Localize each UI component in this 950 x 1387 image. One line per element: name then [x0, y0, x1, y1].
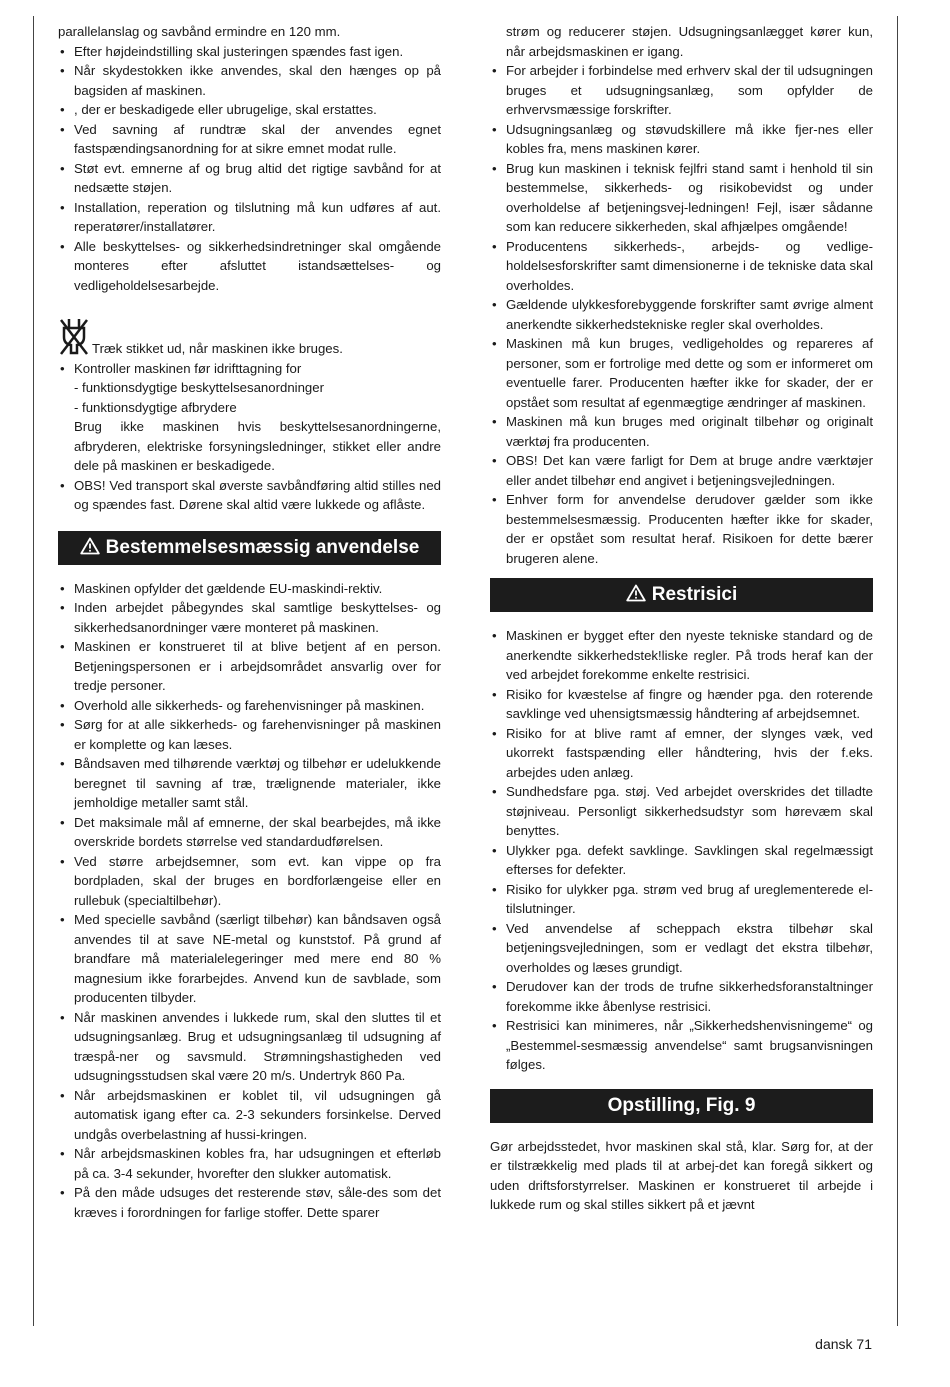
list-item: • Risiko for ulykker pga. strøm ved brug af ureglementerede el-tilslutninger.: [490, 880, 873, 919]
list-item: • Det maksimale mål af emnerne, der skal bearbejdes, må ikke overskride bordets størrelse ved standardudførelsen.: [58, 813, 441, 852]
list-item: • For arbejder i forbindelse med erhverv skal der til udsugningen bruges et udsugningsanlæg, som opfylder de erhvervsmæssige forskrifter.: [490, 61, 873, 120]
list-item: • Efter højdeindstilling skal justeringen spændes fast igen.: [58, 42, 441, 62]
unplug-text: Træk stikket ud, når maskinen ikke bruges.: [92, 341, 343, 356]
section-heading-text: Opstilling, Fig. 9: [607, 1094, 756, 1116]
unplug-note: [58, 317, 441, 359]
list-item: • Udsugningsanlæg og støvudskillere må ikke fjer-nes eller kobles fra, mens maskinen kører.: [490, 120, 873, 159]
list-item: • Maskinen er konstrueret til at blive betjent af en person. Betjeningspersonen er i arbejdsområdet ansvarlig over for tredje personer.: [58, 637, 441, 696]
left-intro-text: parallelanslag og savbånd ermindre en 120 mm.: [58, 24, 341, 39]
list-item: • Producentens sikkerheds-, arbejds- og vedlige-holdelsesforskrifter samt dimensionerne i de tekniske data skal overholdes.: [490, 237, 873, 296]
residual-risks-list: [490, 626, 873, 1075]
list-item: • Med specielle savbånd (særligt tilbehør) kan båndsaven også anvendes til at save NE-metal og kunststof. På grund af brandfare må materialelegeringer med mere end 80 % magnesium ikke forarbejdes. Anvend kun de savblade, som producenten tilbyder.: [58, 910, 441, 1008]
list-item: • Når maskinen anvendes i lukkede rum, skal den sluttes til et udsugningsanlæg. Brug et udsugningsanlæg til udsugning af træspå-ner og savsmuld. Strømningshastigheden ved udsugningsstudsen skal være 20 m/s. Undertryk 860 Pa.: [58, 1008, 441, 1086]
list-item: • Brug kun maskinen i teknisk fejlfri stand samt i henhold til sin bestemmelse, sikkerheds- og risikobevidst og under overholdelse af betjeningsvej-ledningen! Fejl, især sådanne som kan reducere sikkerheden, skal afhjælpes omgående!: [490, 159, 873, 237]
list-item: • Risiko for kvæstelse af fingre og hænder pga. den roterende savklinge ved uhensigtsmæssig håndtering af arbejdsemnet.: [490, 685, 873, 724]
unplug-icon: [58, 317, 90, 357]
list-item: • Ved anvendelse af scheppach ekstra tilbehør skal betjeningsvejledningen, som er vedlagt det ekstra tilbehør, overholdes og læses grundigt.: [490, 919, 873, 978]
list-item: • Enhver form for anvendelse derudover gælder som ikke bestemmelsesmæssig. Producenten hæfter ikke for skader, der er opstået som resultat heraf. Risikoen for dette bærer brugeren alene.: [490, 490, 873, 568]
section-heading-text: Restrisici: [651, 584, 738, 605]
list-item: • Installation, reperation og tilslutning må kun udføres af aut. reperatører/installatører.: [58, 198, 441, 237]
list-item: • Ved større arbejdsemner, som evt. kan vippe op fra bordpladen, skal der bruges en bordforlængeise eller en rullebuk (specialtilbehør).: [58, 852, 441, 911]
list-item: • Støt evt. emnerne af og brug altid det rigtige savbånd for at nedsætte støjen.: [58, 159, 441, 198]
setup-paragraph: Gør arbejdsstedet, hvor maskinen skal stå, klar. Sørg for, at der er tilstrækkelig med plads til at arbej-det kan foregå sikkert og uden driftsforstyrrelser. Maskinen er konstrueret til arbejde i lukkede rum og skal stilles sikkert på et jævnt: [490, 1138, 873, 1212]
list-item: • Sundhedsfare pga. støj. Ved arbejdet overskrides det tilladte støjniveau. Personligt sikkerhedsudstyr som hørevæm skal benyttes.: [490, 782, 873, 841]
control-line: - funktionsdygtige afbrydere: [74, 399, 237, 415]
control-line: - funktionsdygtige beskyttelsesanordninger: [74, 380, 324, 395]
control-list: [58, 359, 441, 515]
section-heading-intended-use: [58, 531, 441, 565]
list-item: • OBS! Ved transport skal øverste savbåndføring altid stilles ned og spændes fast. Dørene skal altid være lukkede og aflåste.: [58, 476, 441, 515]
page-footer: dansk 71: [815, 1336, 872, 1352]
list-item: • Risiko for at blive ramt af emner, der slynges væk, ved ukorrekt fastspænding eller håndtering, hvis der f.eks. arbejdes uden anlæg.: [490, 724, 873, 783]
list-item: • , der er beskadigede eller ubrugelige, skal erstattes.: [58, 100, 441, 120]
list-item: • Maskinen er bygget efter den nyeste tekniske standard og de anerkendte sikkerhedstek!liske regler. På trods heraf kan der ved arbejdet forekomme enkelte restrisici.: [490, 626, 873, 685]
list-item: • Ulykker pga. defekt savklinge. Savklingen skal regelmæssigt efterses for defekter.: [490, 841, 873, 880]
list-item: • OBS! Det kan være farligt for Dem at bruge andre værktøjer eller andet tilbehør end angivet i betjeningsvejledningen.: [490, 451, 873, 490]
section-heading-setup: [490, 1089, 873, 1123]
control-paragraph: Brug ikke maskinen hvis beskyttelsesanordningerne, afbryderen, elektriske forsyningsledninger, stikket eller andre dele på maskinen er beskadigede.: [74, 419, 441, 473]
list-item: • Restrisici kan minimeres, når „Sikkerhedshenvisningeme“ og „Bestemmel-sesmæssig anvendelse“ samt brugsanvisningen følges.: [490, 1016, 873, 1075]
list-item: • Maskinen må kun bruges med originalt tilbehør og originalt værktøj fra producenten.: [490, 412, 873, 451]
right-margin-rule: [897, 16, 898, 1326]
list-item: • Inden arbejdet påbegyndes skal samtlige beskyttelses- og sikkerhedsanordninger være monteret på maskinen.: [58, 598, 441, 637]
warning-icon: [80, 537, 100, 555]
list-item: • Gældende ulykkesforebyggende forskrifter samt øvrige alment anerkendte sikkerhedstekniske regler skal overholdes.: [490, 295, 873, 334]
intended-use-list: [58, 579, 441, 1223]
list-item: • Sørg for at alle sikkerheds- og farehenvisninger på maskinen er komplette og kan læses.: [58, 715, 441, 754]
list-item: • Derudover kan der trods de trufne sikkerhedsforanstaltninger forekomme ikke åbenlyse restrisici.: [490, 977, 873, 1016]
list-item: • På den måde udsuges det resterende støv, såle-des som det kræves i forordningen for farlige stoffer. Dette sparer: [58, 1183, 441, 1222]
left-safety-list: [58, 42, 441, 296]
control-bullet-text: • Kontroller maskinen før idrifttagning for: [74, 360, 302, 376]
list-item: • Maskinen må kun bruges, vedligeholdes og repareres af personer, som er fortrolige med dette og som er informeret om eventuelle farer. Producenten hæfter ikke for skader, der er opstået som resultat af egenmægtige ændringer af maskinen.: [490, 334, 873, 412]
right-column: [490, 22, 873, 1215]
list-item: • Når arbejdsmaskinen kobles fra, har udsugningen et efterløb på ca. 3-4 sekunder, hvorefter den slukker automatisk.: [58, 1144, 441, 1183]
list-item: • Ved savning af rundtræ skal der anvendes egnet fastspændingsanordning for at sikre emnet modat rulle.: [58, 120, 441, 159]
list-item: • Alle beskyttelses- og sikkerhedsindretninger skal omgående monteres efter afsluttet istandsættelses- og vedligeholdelsesarbejde.: [58, 237, 441, 296]
left-margin-rule: [33, 16, 34, 1326]
list-item: • Når skydestokken ikke anvendes, skal den hænges op på bagsiden af maskinen.: [58, 61, 441, 100]
left-column: [58, 22, 441, 1222]
list-item: • Maskinen opfylder det gældende EU-maskindi-rektiv.: [58, 579, 441, 599]
list-item: • Overhold alle sikkerheds- og farehenvisninger på maskinen.: [58, 696, 441, 716]
list-item: [58, 359, 441, 476]
right-safety-list: [490, 61, 873, 568]
list-item: • Når arbejdsmaskinen er koblet til, vil udsugningen gå automatisk igang efter ca. 2-3 sekunders forsinkelse. Derved undgås overbelastning af hussi-kringen.: [58, 1086, 441, 1145]
section-heading-residual-risks: [490, 578, 873, 612]
warning-icon: [626, 584, 646, 602]
section-heading-text: Bestemmelsesmæssig anvendelse: [105, 536, 420, 558]
list-item: • Båndsaven med tilhørende værktøj og tilbehør er udelukkende beregnet til savning af træ, trælignende materialer, ikke jemholdige metaller samt stål.: [58, 754, 441, 813]
right-intro-text: strøm og reducerer støjen. Udsugningsanlægget kører kun, når arbejdsmaskinen er igang.: [506, 24, 873, 59]
